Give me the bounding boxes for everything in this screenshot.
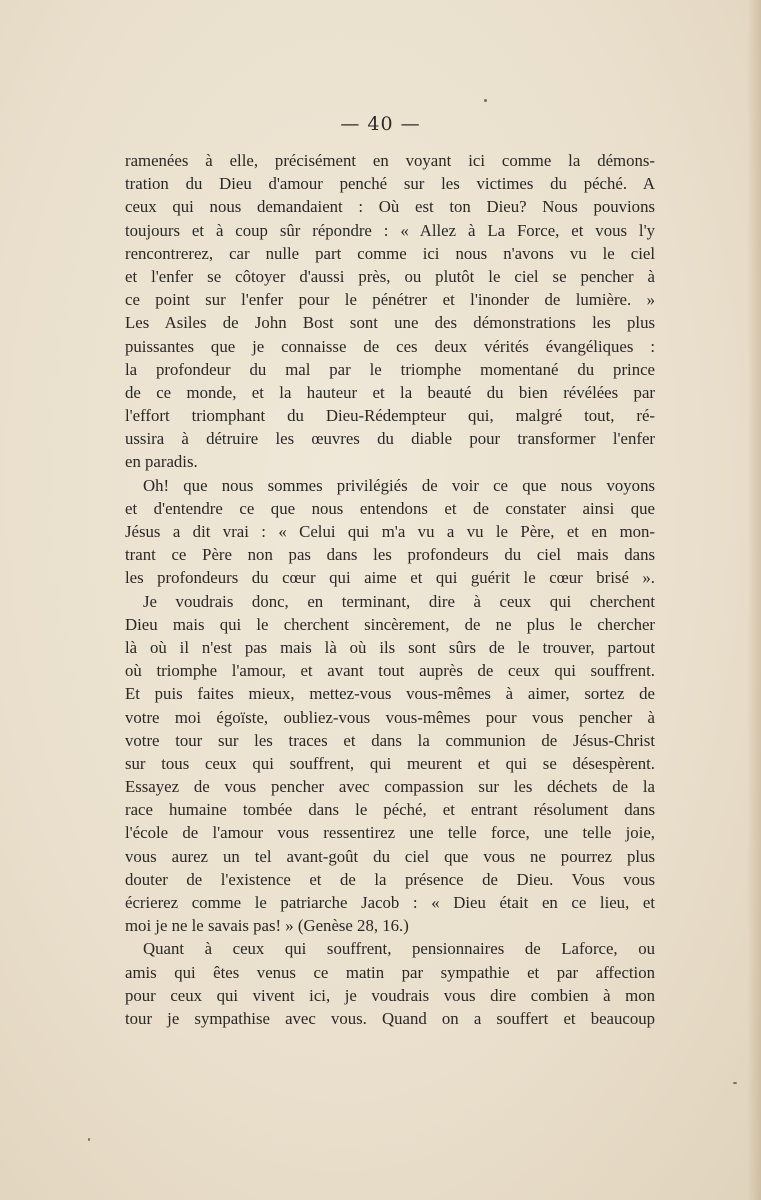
text-line: Essayez de vous pencher avec compassion sur les déchets de la	[125, 777, 655, 797]
text-line: trant ce Père non pas dans les profondeurs du ciel mais dans	[125, 545, 655, 565]
page-number: — 40 —	[340, 113, 421, 135]
body-text	[125, 149, 655, 1030]
text-line: rencontrerez, car nulle part comme ici nous n'avons vu le ciel	[125, 243, 655, 263]
text-line: toujours et à coup sûr répondre : « Allez à La Force, et vous l'y	[125, 220, 655, 240]
text-line: votre tour sur les traces et dans la communion de Jésus-Christ	[125, 730, 655, 750]
text-line: Dieu mais qui le cherchent sincèrement, de ne plus le chercher	[125, 614, 655, 634]
text-line: ce point sur l'enfer pour le pénétrer et l'inonder de lumière. »	[125, 290, 655, 310]
text-line: Jésus a dit vrai : « Celui qui m'a vu a vu le Père, et en mon-	[125, 522, 655, 541]
text-line: les profondeurs du cœur qui aime et qui guérit le cœur brisé ».	[125, 568, 655, 588]
ink-speck	[733, 1082, 737, 1084]
text-line: tour je sympathise avec vous. Quand on a souffert et beaucoup	[125, 1008, 655, 1028]
text-line: puissantes que je connaisse de ces deux vérités évangéliques :	[125, 336, 655, 356]
text-line: moi je ne le savais pas! » (Genèse 28, 16.)	[125, 916, 409, 936]
text-line: écrierez comme le patriarche Jacob : « Dieu était en ce lieu, et	[125, 893, 655, 912]
text-line: là où il n'est pas mais là où ils sont sûrs de le trouver, partout	[125, 637, 655, 657]
text-line: tration du Dieu d'amour penché sur les victimes du péché. A	[125, 174, 655, 194]
ink-speck	[484, 99, 487, 102]
text-line: amis qui êtes venus ce matin par sympathie et par affection	[125, 962, 655, 982]
text-line: pour ceux qui vivent ici, je voudrais vous dire combien à mon	[125, 985, 655, 1005]
text-line: et d'entendre ce que nous entendons et de constater ainsi que	[125, 498, 655, 518]
text-line: ceux qui nous demandaient : Où est ton Dieu? Nous pouvions	[125, 197, 655, 217]
text-line: Je voudrais donc, en terminant, dire à ceux qui cherchent	[143, 591, 655, 611]
text-line: la profondeur du mal par le triomphe momentané du prince	[125, 359, 655, 379]
text-line: votre moi égoïste, oubliez-vous vous-mêmes pour vous pencher à	[125, 707, 655, 727]
text-line: l'effort triomphant du Dieu-Rédempteur qui, malgré tout, ré-	[125, 406, 655, 426]
text-line: Et puis faites mieux, mettez-vous vous-mêmes à aimer, sortez de	[125, 684, 655, 704]
text-line: Quant à ceux qui souffrent, pensionnaires de Laforce, ou	[143, 939, 655, 959]
text-line: de ce monde, et la hauteur et la beauté du bien révélées par	[125, 382, 655, 402]
text-line: l'école de l'amour vous ressentirez une telle force, une telle joie,	[125, 823, 655, 843]
text-line: et l'enfer se côtoyer d'aussi près, ou plutôt le ciel se pencher à	[125, 266, 655, 286]
text-line: où triomphe l'amour, et avant tout auprès de ceux qui souffrent.	[125, 661, 655, 681]
text-line: en paradis.	[125, 452, 198, 472]
text-line: Oh! que nous sommes privilégiés de voir ce que nous voyons	[143, 475, 655, 495]
text-line: sur tous ceux qui souffrent, qui meurent et qui se désespèrent.	[125, 753, 655, 773]
text-line: Les Asiles de John Bost sont une des démonstrations les plus	[125, 313, 655, 333]
text-line: race humaine tombée dans le péché, et entrant résolument dans	[125, 800, 655, 820]
text-line: ussira à détruire les œuvres du diable pour transformer l'enfer	[125, 429, 655, 449]
page-edge-shadow	[747, 0, 761, 1200]
text-line: vous aurez un tel avant-goût du ciel que vous ne pourrez plus	[125, 846, 655, 866]
ink-speck	[88, 1138, 90, 1141]
text-line: douter de l'existence et de la présence de Dieu. Vous vous	[125, 869, 655, 889]
text-line: ramenées à elle, précisément en voyant ici comme la démons-	[125, 151, 655, 170]
